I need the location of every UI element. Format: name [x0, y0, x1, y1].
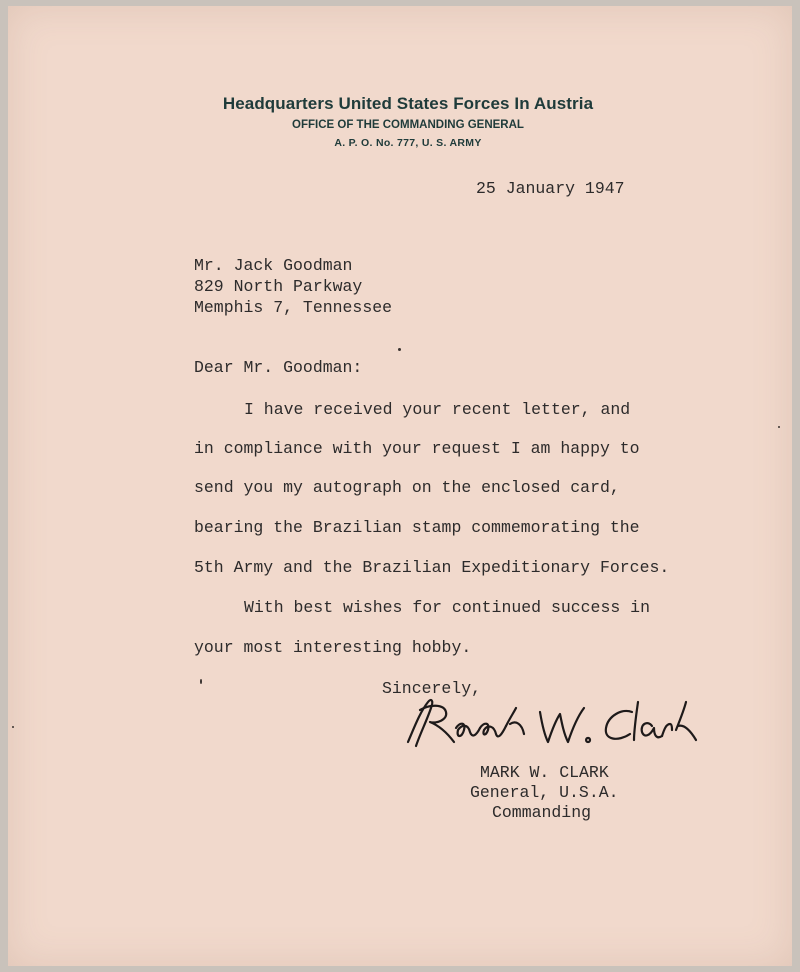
recipient-city: Memphis 7, Tennessee	[194, 298, 393, 317]
body-line: With best wishes for continued success in	[244, 598, 650, 617]
signer-title: Commanding	[492, 803, 592, 822]
body-line: I have received your recent letter, and	[244, 400, 631, 419]
body-line: bearing the Brazilian stamp commemorating the	[194, 518, 640, 537]
closing: Sincerely,	[382, 679, 482, 698]
body-line: in compliance with your request I am happy to	[194, 439, 640, 458]
paper-speck	[398, 348, 401, 351]
paper-speck	[200, 679, 202, 684]
letter-date: 25 January 1947	[476, 179, 625, 198]
letter-page	[8, 6, 792, 966]
body-line: your most interesting hobby.	[194, 638, 472, 657]
recipient-street: 829 North Parkway	[194, 277, 363, 296]
signer-name: MARK W. CLARK	[480, 763, 609, 782]
paper-speck	[12, 726, 14, 728]
body-line: send you my autograph on the enclosed card,	[194, 478, 620, 497]
letterhead-office: OFFICE OF THE COMMANDING GENERAL	[292, 119, 524, 131]
recipient-name: Mr. Jack Goodman	[194, 256, 353, 275]
signer-rank: General, U.S.A.	[470, 783, 619, 802]
body-line: 5th Army and the Brazilian Expeditionary Forces.	[194, 558, 670, 577]
letterhead-title: Headquarters United States Forces In Austria	[222, 94, 594, 113]
handwritten-signature	[400, 690, 700, 760]
paper-speck	[778, 426, 780, 428]
letterhead-apo: A. P. O. No. 777, U. S. ARMY	[334, 137, 482, 149]
salutation: Dear Mr. Goodman:	[194, 358, 363, 377]
